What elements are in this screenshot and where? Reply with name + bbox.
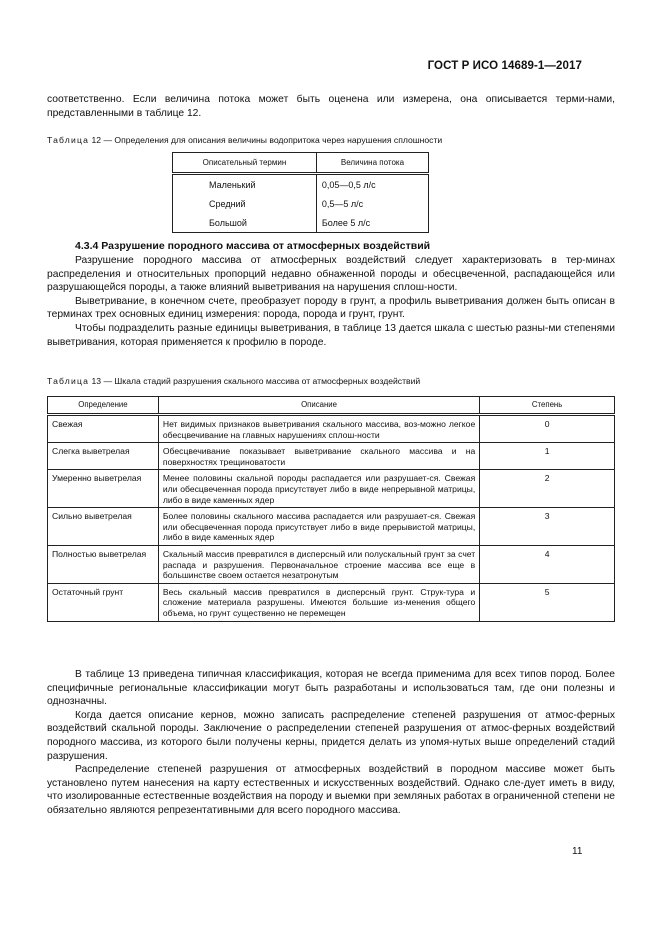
- table12: [172, 152, 429, 233]
- table-header-row: [48, 397, 615, 415]
- degree-cell: 2: [480, 470, 615, 508]
- term-cell: Умеренно выветрелая: [48, 470, 159, 508]
- table-row: [173, 194, 429, 213]
- description-cell: Менее половины скальной породы распадается или разрушает-ся. Свежая или обесцвеченная порода присутствует либо в виде непрерывной матрицы, либо в виде каменных ядер: [158, 470, 479, 508]
- column-header: Определение: [48, 397, 159, 415]
- table-row: [48, 508, 615, 546]
- term-cell: Сильно выветрелая: [48, 508, 159, 546]
- paragraph: Разрушение породного массива от атмосферных воздействий следует характеризовать в тер-минах распределения и относительных пропорций недавно обнаженной породы и обесцвеченной, распадающейся или разрушающейся породы, а также влияний выветривания на нарушения сплош-ности.: [47, 255, 615, 294]
- table-row: [48, 443, 615, 470]
- table-row: [48, 415, 615, 443]
- degree-cell: 3: [480, 508, 615, 546]
- term-cell: Остаточный грунт: [48, 583, 159, 621]
- column-header: Величина потока: [316, 153, 428, 174]
- table12-caption: [47, 135, 442, 145]
- closing-body: [47, 668, 615, 818]
- description-cell: Обесцвечивание показывает выветривание скального массива и на поверхностях трещиноватости: [158, 443, 479, 470]
- caption-text: 12 — Определения для описания величины водопритока через нарушения сплошности: [89, 135, 443, 145]
- table-cell: Средний: [173, 194, 317, 213]
- table-row: [48, 545, 615, 583]
- term-cell: Слегка выветрелая: [48, 443, 159, 470]
- paragraph: соответственно. Если величина потока может быть оценена или измерена, она описывается терми-нами, представленными в таблице 12.: [47, 94, 615, 119]
- degree-cell: 1: [480, 443, 615, 470]
- description-cell: Скальный массив превратился в дисперсный или полускальный грунт за счет распада и разрушения. Первоначальное строение массива все еще в большинстве своем остается незатронутым: [158, 545, 479, 583]
- degree-cell: 4: [480, 545, 615, 583]
- table13-caption: [47, 376, 420, 386]
- page-number: 11: [572, 846, 583, 857]
- table-cell: Более 5 л/с: [316, 213, 428, 233]
- column-header: Степень: [480, 397, 615, 415]
- degree-cell: 0: [480, 415, 615, 443]
- table-header-row: [173, 153, 429, 174]
- paragraph: Выветривание, в конечном счете, преобразует породу в грунт, а профиль выветривания должен быть описан в терминах трех основных единиц измерения: порода, порода и грунт, грунт.: [47, 295, 615, 321]
- table13: [47, 396, 615, 622]
- column-header: Описательный термин: [173, 153, 317, 174]
- caption-prefix: Таблица: [47, 376, 90, 386]
- description-cell: Нет видимых признаков выветривания скального массива, воз-можно легкое обесцвечивание на главных нарушениях сплош-ности: [158, 415, 479, 443]
- degree-cell: 5: [480, 583, 615, 621]
- table-row: [173, 213, 429, 233]
- table-cell: 0,5—5 л/с: [316, 194, 428, 213]
- description-cell: Весь скальный массив превратился в дисперсный грунт. Струк-тура и сложение материала разрушены. Имеются большие из-менения общего объема, но грунт существенно не перемещен: [158, 583, 479, 621]
- caption-text: 13 — Шкала стадий разрушения скального массива от атмосферных воздействий: [89, 376, 421, 386]
- table-row: [173, 174, 429, 195]
- intro-paragraph: [47, 93, 615, 120]
- paragraph: В таблице 13 приведена типичная классификация, которая не всегда применима для всех типов пород. Более специфичные региональные классификации могут быть разработаны и использоваться там, где они полезны и однозначны.: [47, 669, 615, 708]
- table-row: [48, 583, 615, 621]
- column-header: Описание: [158, 397, 479, 415]
- section-heading: 4.3.4 Разрушение породного массива от атмосферных воздействий: [75, 240, 431, 252]
- document-id: ГОСТ Р ИСО 14689-1—2017: [427, 60, 582, 72]
- description-cell: Более половины скального массива распадается или разрушает-ся. Свежая или обесцвеченная порода присутствует либо в виде прерывистой матрицы, либо в виде каменных ядер: [158, 508, 479, 546]
- table-cell: Большой: [173, 213, 317, 233]
- term-cell: Свежая: [48, 415, 159, 443]
- table-cell: Маленький: [173, 174, 317, 195]
- paragraph: Когда дается описание кернов, можно записать распределение степеней разрушения от атмос-ферных воздействий скальной породы. Заключение о распределении степеней разрушения от атмос-ферных воздействий породного массива, из которого были получены керны, придется делать из упомя-нутых выше определений стадий разрушения.: [47, 709, 615, 762]
- paragraph: Распределение степеней разрушения от атмосферных воздействий в породном массиве может быть установлено путем нанесения на карту естественных и искусственных воздействий. Однако сле-дует иметь в виду, что изолированные естественные воздействия на породу и выемки при земляных работах в ограниченной степени не обязательно являются репрезентативными для всего породного массива.: [47, 764, 615, 816]
- paragraph: Чтобы подразделить разные единицы выветривания, в таблице 13 дается шкала с шестью разны-ми степенями выветривания, которая применяется к профилю в породе.: [47, 322, 615, 348]
- table-cell: 0,05—0,5 л/с: [316, 174, 428, 195]
- term-cell: Полностью выветрелая: [48, 545, 159, 583]
- section-body: [47, 254, 615, 349]
- table-row: [48, 470, 615, 508]
- caption-prefix: Таблица: [47, 135, 90, 145]
